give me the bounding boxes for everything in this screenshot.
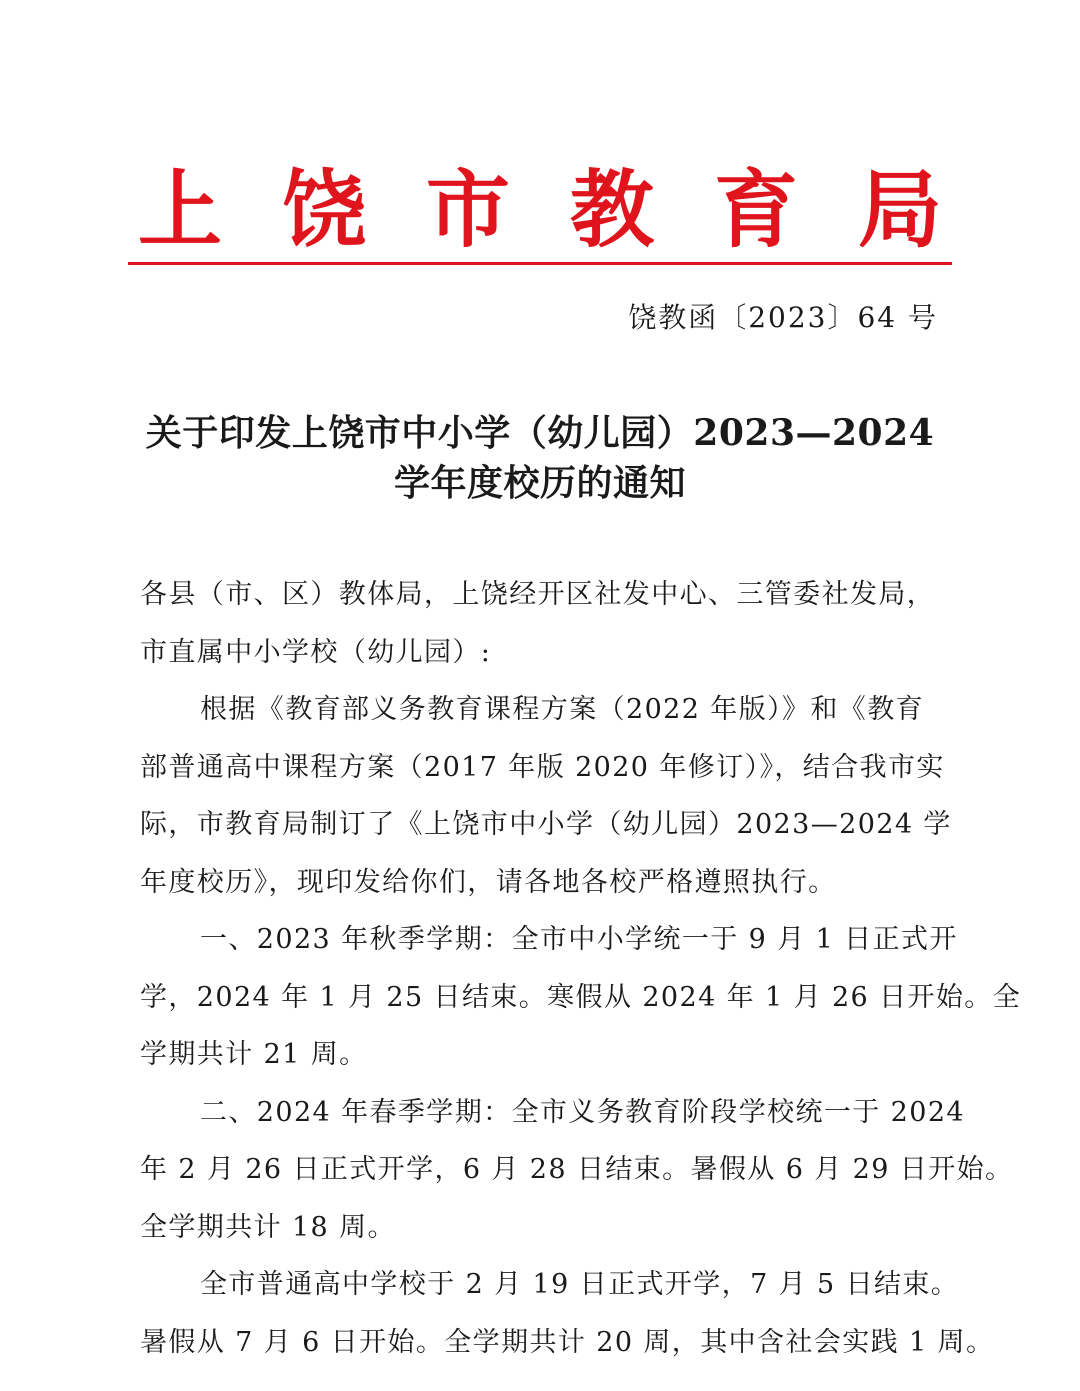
body-line: 年 2 月 26 日正式开学，6 月 28 日结束。暑假从 6 月 29 日开始。: [140, 1154, 1014, 1185]
body-line: 年度校历》，现印发给你们，请各地各校严格遵照执行。: [140, 866, 837, 898]
issuer-masthead: [130, 160, 950, 260]
body-line: 部普通高中课程方案（2017 年版 2020 年修订）》，结合我市实: [140, 751, 945, 783]
body-line: 全市普通高中学校于 2 月 19 日正式开学，7 月 5 日结束。: [200, 1269, 960, 1300]
document-number: 饶教函〔2023〕64 号: [628, 301, 938, 334]
body-line: 学期共计 21 周。: [140, 1039, 368, 1070]
masthead-char: 市: [425, 160, 510, 259]
masthead-char: 上: [137, 160, 222, 259]
masthead-char: 饶: [281, 160, 366, 259]
body-line: 全学期共计 18 周。: [140, 1211, 396, 1243]
body-line: 根据《教育部义务教育课程方案（2022 年版）》和《教育: [200, 694, 924, 725]
body-line-addressee: 市直属中小学校（幼儿园）:: [140, 636, 492, 668]
body-line: 学，2024 年 1 月 25 日结束。寒假从 2024 年 1 月 26 日开始。全: [140, 981, 1022, 1013]
body-line: 暑假从 7 月 6 日开始。全学期共计 20 周，其中含社会实践 1 周。: [140, 1326, 995, 1358]
body-line: 一、2023 年秋季学期：全市中小学统一于 9 月 1 日正式开: [200, 924, 958, 955]
red-divider-line: [128, 262, 952, 265]
title-line: 关于印发上饶市中小学（幼儿园）2023—2024: [145, 412, 935, 454]
body-line-addressee: 各县（市、区）教体局，上饶经开区社发中心、三管委社发局，: [140, 579, 936, 610]
masthead-char: 局: [857, 160, 942, 259]
masthead-char: 教: [569, 160, 654, 259]
body-line: 二、2024 年春季学期：全市义务教育阶段学校统一于 2024: [200, 1096, 965, 1128]
body-line: 际，市教育局制订了《上饶市中小学（幼儿园）2023—2024 学: [140, 809, 952, 840]
document-body: [140, 566, 1022, 1371]
document-title: [130, 408, 950, 508]
masthead-char: 育: [713, 160, 798, 259]
title-line: 学年度校历的通知: [393, 462, 686, 504]
